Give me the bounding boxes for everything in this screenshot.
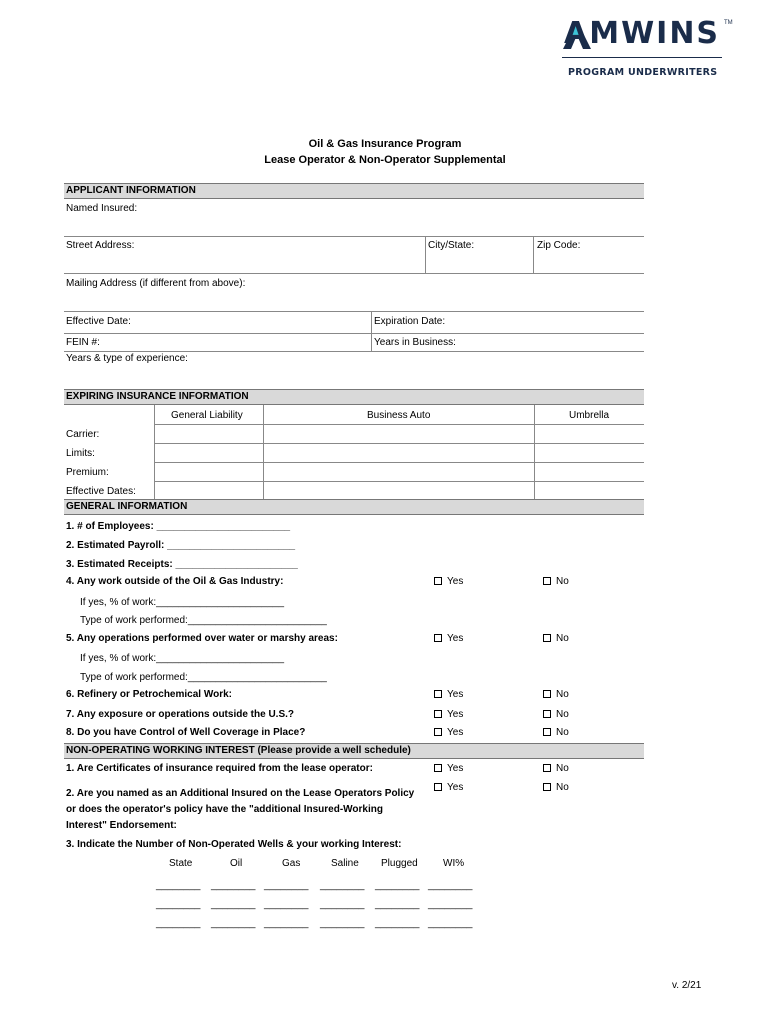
certificates-yes-checkbox[interactable] bbox=[434, 764, 442, 772]
divider bbox=[64, 351, 644, 352]
divider bbox=[533, 236, 534, 273]
wells-col-state: State bbox=[169, 858, 193, 869]
title-line-1: Oil & Gas Insurance Program bbox=[308, 138, 462, 150]
control-of-well-no-label: No bbox=[556, 727, 569, 738]
general-header-label: GENERAL INFORMATION bbox=[66, 501, 188, 512]
wells-row-1-wi-blank[interactable]: ________ bbox=[428, 880, 473, 891]
additional-insured-yes-label: Yes bbox=[447, 782, 464, 793]
q-employees: 1. # of Employees: ________________________ bbox=[66, 521, 291, 532]
q-additional-insured-3: Interest" Endorsement: bbox=[66, 820, 177, 831]
divider bbox=[154, 405, 155, 499]
divider bbox=[64, 311, 644, 312]
q-control-of-well: 8. Do you have Control of Well Coverage in Place? bbox=[66, 727, 306, 738]
q-outside-industry-type: Type of work performed:_________________________ bbox=[80, 615, 327, 626]
wells-row-2-wi-blank[interactable]: ________ bbox=[428, 899, 473, 910]
city-state-label: City/State: bbox=[428, 240, 475, 251]
divider bbox=[154, 443, 644, 444]
outside-industry-yes-label: Yes bbox=[447, 576, 464, 587]
wells-col-oil: Oil bbox=[230, 858, 243, 869]
col-general-liability: General Liability bbox=[171, 410, 243, 421]
refinery-yes-checkbox[interactable] bbox=[434, 690, 442, 698]
water-operations-no-checkbox[interactable] bbox=[543, 634, 551, 642]
q-additional-insured-1: 2. Are you named as an Additional Insured on the Lease Operators Policy bbox=[66, 788, 415, 799]
divider bbox=[263, 405, 264, 499]
outside-industry-yes-checkbox[interactable] bbox=[434, 577, 442, 585]
q-additional-insured-2: or does the operator's policy have the "additional Insured-Working bbox=[66, 804, 383, 815]
additional-insured-no-label: No bbox=[556, 782, 569, 793]
wells-row-1-plugged-blank[interactable]: ________ bbox=[375, 880, 420, 891]
outside-us-no-checkbox[interactable] bbox=[543, 710, 551, 718]
wells-row-3-wi-blank[interactable]: ________ bbox=[428, 918, 473, 929]
additional-insured-yes-checkbox[interactable] bbox=[434, 783, 442, 791]
wells-col-wi: WI% bbox=[443, 858, 465, 869]
q-outside-industry: 4. Any work outside of the Oil & Gas Industry: bbox=[66, 576, 284, 587]
named-insured-label: Named Insured: bbox=[66, 203, 138, 214]
row-effective-dates: Effective Dates: bbox=[66, 486, 136, 497]
wells-row-2-gas-blank[interactable]: ________ bbox=[264, 899, 309, 910]
control-of-well-no-checkbox[interactable] bbox=[543, 728, 551, 736]
water-operations-yes-label: Yes bbox=[447, 633, 464, 644]
q-water-operations-percent: If yes, % of work:_______________________ bbox=[80, 653, 285, 664]
certificates-no-label: No bbox=[556, 763, 569, 774]
wells-row-2-state-blank[interactable]: ________ bbox=[156, 899, 201, 910]
outside-industry-no-label: No bbox=[556, 576, 569, 587]
wells-row-1-state-blank[interactable]: ________ bbox=[156, 880, 201, 891]
logo-subtitle: PROGRAM UNDERWRITERS bbox=[568, 67, 718, 78]
expiring-header-label: EXPIRING INSURANCE INFORMATION bbox=[66, 391, 249, 402]
q-certificates: 1. Are Certificates of insurance required from the lease operator: bbox=[66, 763, 373, 774]
zip-code-label: Zip Code: bbox=[537, 240, 581, 251]
q-receipts: 3. Estimated Receipts: ______________________ bbox=[66, 559, 298, 570]
divider bbox=[64, 236, 644, 237]
control-of-well-yes-label: Yes bbox=[447, 727, 464, 738]
row-premium: Premium: bbox=[66, 467, 109, 478]
water-operations-yes-checkbox[interactable] bbox=[434, 634, 442, 642]
logo-wordmark: AMWINS bbox=[564, 16, 721, 51]
outside-us-yes-checkbox[interactable] bbox=[434, 710, 442, 718]
certificates-yes-label: Yes bbox=[447, 763, 464, 774]
outside-industry-no-checkbox[interactable] bbox=[543, 577, 551, 585]
q-non-operated-wells: 3. Indicate the Number of Non-Operated Wells & your working Interest: bbox=[66, 839, 402, 850]
years-experience-label: Years & type of experience: bbox=[66, 353, 188, 364]
applicant-header-label: APPLICANT INFORMATION bbox=[66, 185, 196, 196]
wells-row-3-plugged-blank[interactable]: ________ bbox=[375, 918, 420, 929]
logo-underline bbox=[562, 57, 722, 58]
divider bbox=[154, 424, 644, 425]
outside-us-no-label: No bbox=[556, 709, 569, 720]
divider bbox=[371, 311, 372, 352]
years-in-business-label: Years in Business: bbox=[374, 337, 456, 348]
expiration-date-label: Expiration Date: bbox=[374, 316, 446, 327]
wells-row-2-saline-blank[interactable]: ________ bbox=[320, 899, 365, 910]
wells-col-gas: Gas bbox=[282, 858, 301, 869]
divider bbox=[64, 333, 644, 334]
wells-row-3-saline-blank[interactable]: ________ bbox=[320, 918, 365, 929]
fein-label: FEIN #: bbox=[66, 337, 100, 348]
q-outside-industry-percent: If yes, % of work:_______________________ bbox=[80, 597, 285, 608]
wells-col-plugged: Plugged bbox=[381, 858, 418, 869]
effective-date-label: Effective Date: bbox=[66, 316, 131, 327]
divider bbox=[534, 405, 535, 499]
refinery-yes-label: Yes bbox=[447, 689, 464, 700]
q-payroll: 2. Estimated Payroll: _______________________ bbox=[66, 540, 296, 551]
title-line-2: Lease Operator & Non-Operator Supplemental bbox=[264, 154, 506, 166]
refinery-no-label: No bbox=[556, 689, 569, 700]
q-water-operations: 5. Any operations performed over water or marshy areas: bbox=[66, 633, 338, 644]
wells-row-1-oil-blank[interactable]: ________ bbox=[211, 880, 256, 891]
water-operations-no-label: No bbox=[556, 633, 569, 644]
page-title bbox=[0, 136, 770, 168]
outside-us-yes-label: Yes bbox=[447, 709, 464, 720]
additional-insured-no-checkbox[interactable] bbox=[543, 783, 551, 791]
wells-row-2-oil-blank[interactable]: ________ bbox=[211, 899, 256, 910]
wells-col-saline: Saline bbox=[331, 858, 359, 869]
divider bbox=[425, 236, 426, 273]
nonop-header-label: NON-OPERATING WORKING INTEREST (Please provide a well schedule) bbox=[66, 745, 411, 756]
wells-row-3-gas-blank[interactable]: ________ bbox=[264, 918, 309, 929]
wells-row-3-oil-blank[interactable]: ________ bbox=[211, 918, 256, 929]
mailing-address-label: Mailing Address (if different from above): bbox=[66, 278, 246, 289]
wells-row-1-saline-blank[interactable]: ________ bbox=[320, 880, 365, 891]
q-outside-us: 7. Any exposure or operations outside the U.S.? bbox=[66, 709, 295, 720]
divider bbox=[154, 462, 644, 463]
q-refinery: 6. Refinery or Petrochemical Work: bbox=[66, 689, 232, 700]
divider bbox=[154, 481, 644, 482]
street-address-label: Street Address: bbox=[66, 240, 135, 251]
version-label: v. 2/21 bbox=[672, 980, 702, 991]
q-water-operations-type: Type of work performed:_________________________ bbox=[80, 672, 327, 683]
certificates-no-checkbox[interactable] bbox=[543, 764, 551, 772]
col-umbrella: Umbrella bbox=[569, 410, 610, 421]
row-limits: Limits: bbox=[66, 448, 95, 459]
refinery-no-checkbox[interactable] bbox=[543, 690, 551, 698]
wells-row-1-gas-blank[interactable]: ________ bbox=[264, 880, 309, 891]
logo-trademark: TM bbox=[724, 20, 733, 26]
col-business-auto: Business Auto bbox=[367, 410, 431, 421]
control-of-well-yes-checkbox[interactable] bbox=[434, 728, 442, 736]
wells-row-3-state-blank[interactable]: ________ bbox=[156, 918, 201, 929]
divider bbox=[64, 273, 644, 274]
amwins-logo bbox=[560, 16, 733, 82]
wells-row-2-plugged-blank[interactable]: ________ bbox=[375, 899, 420, 910]
row-carrier: Carrier: bbox=[66, 429, 100, 440]
